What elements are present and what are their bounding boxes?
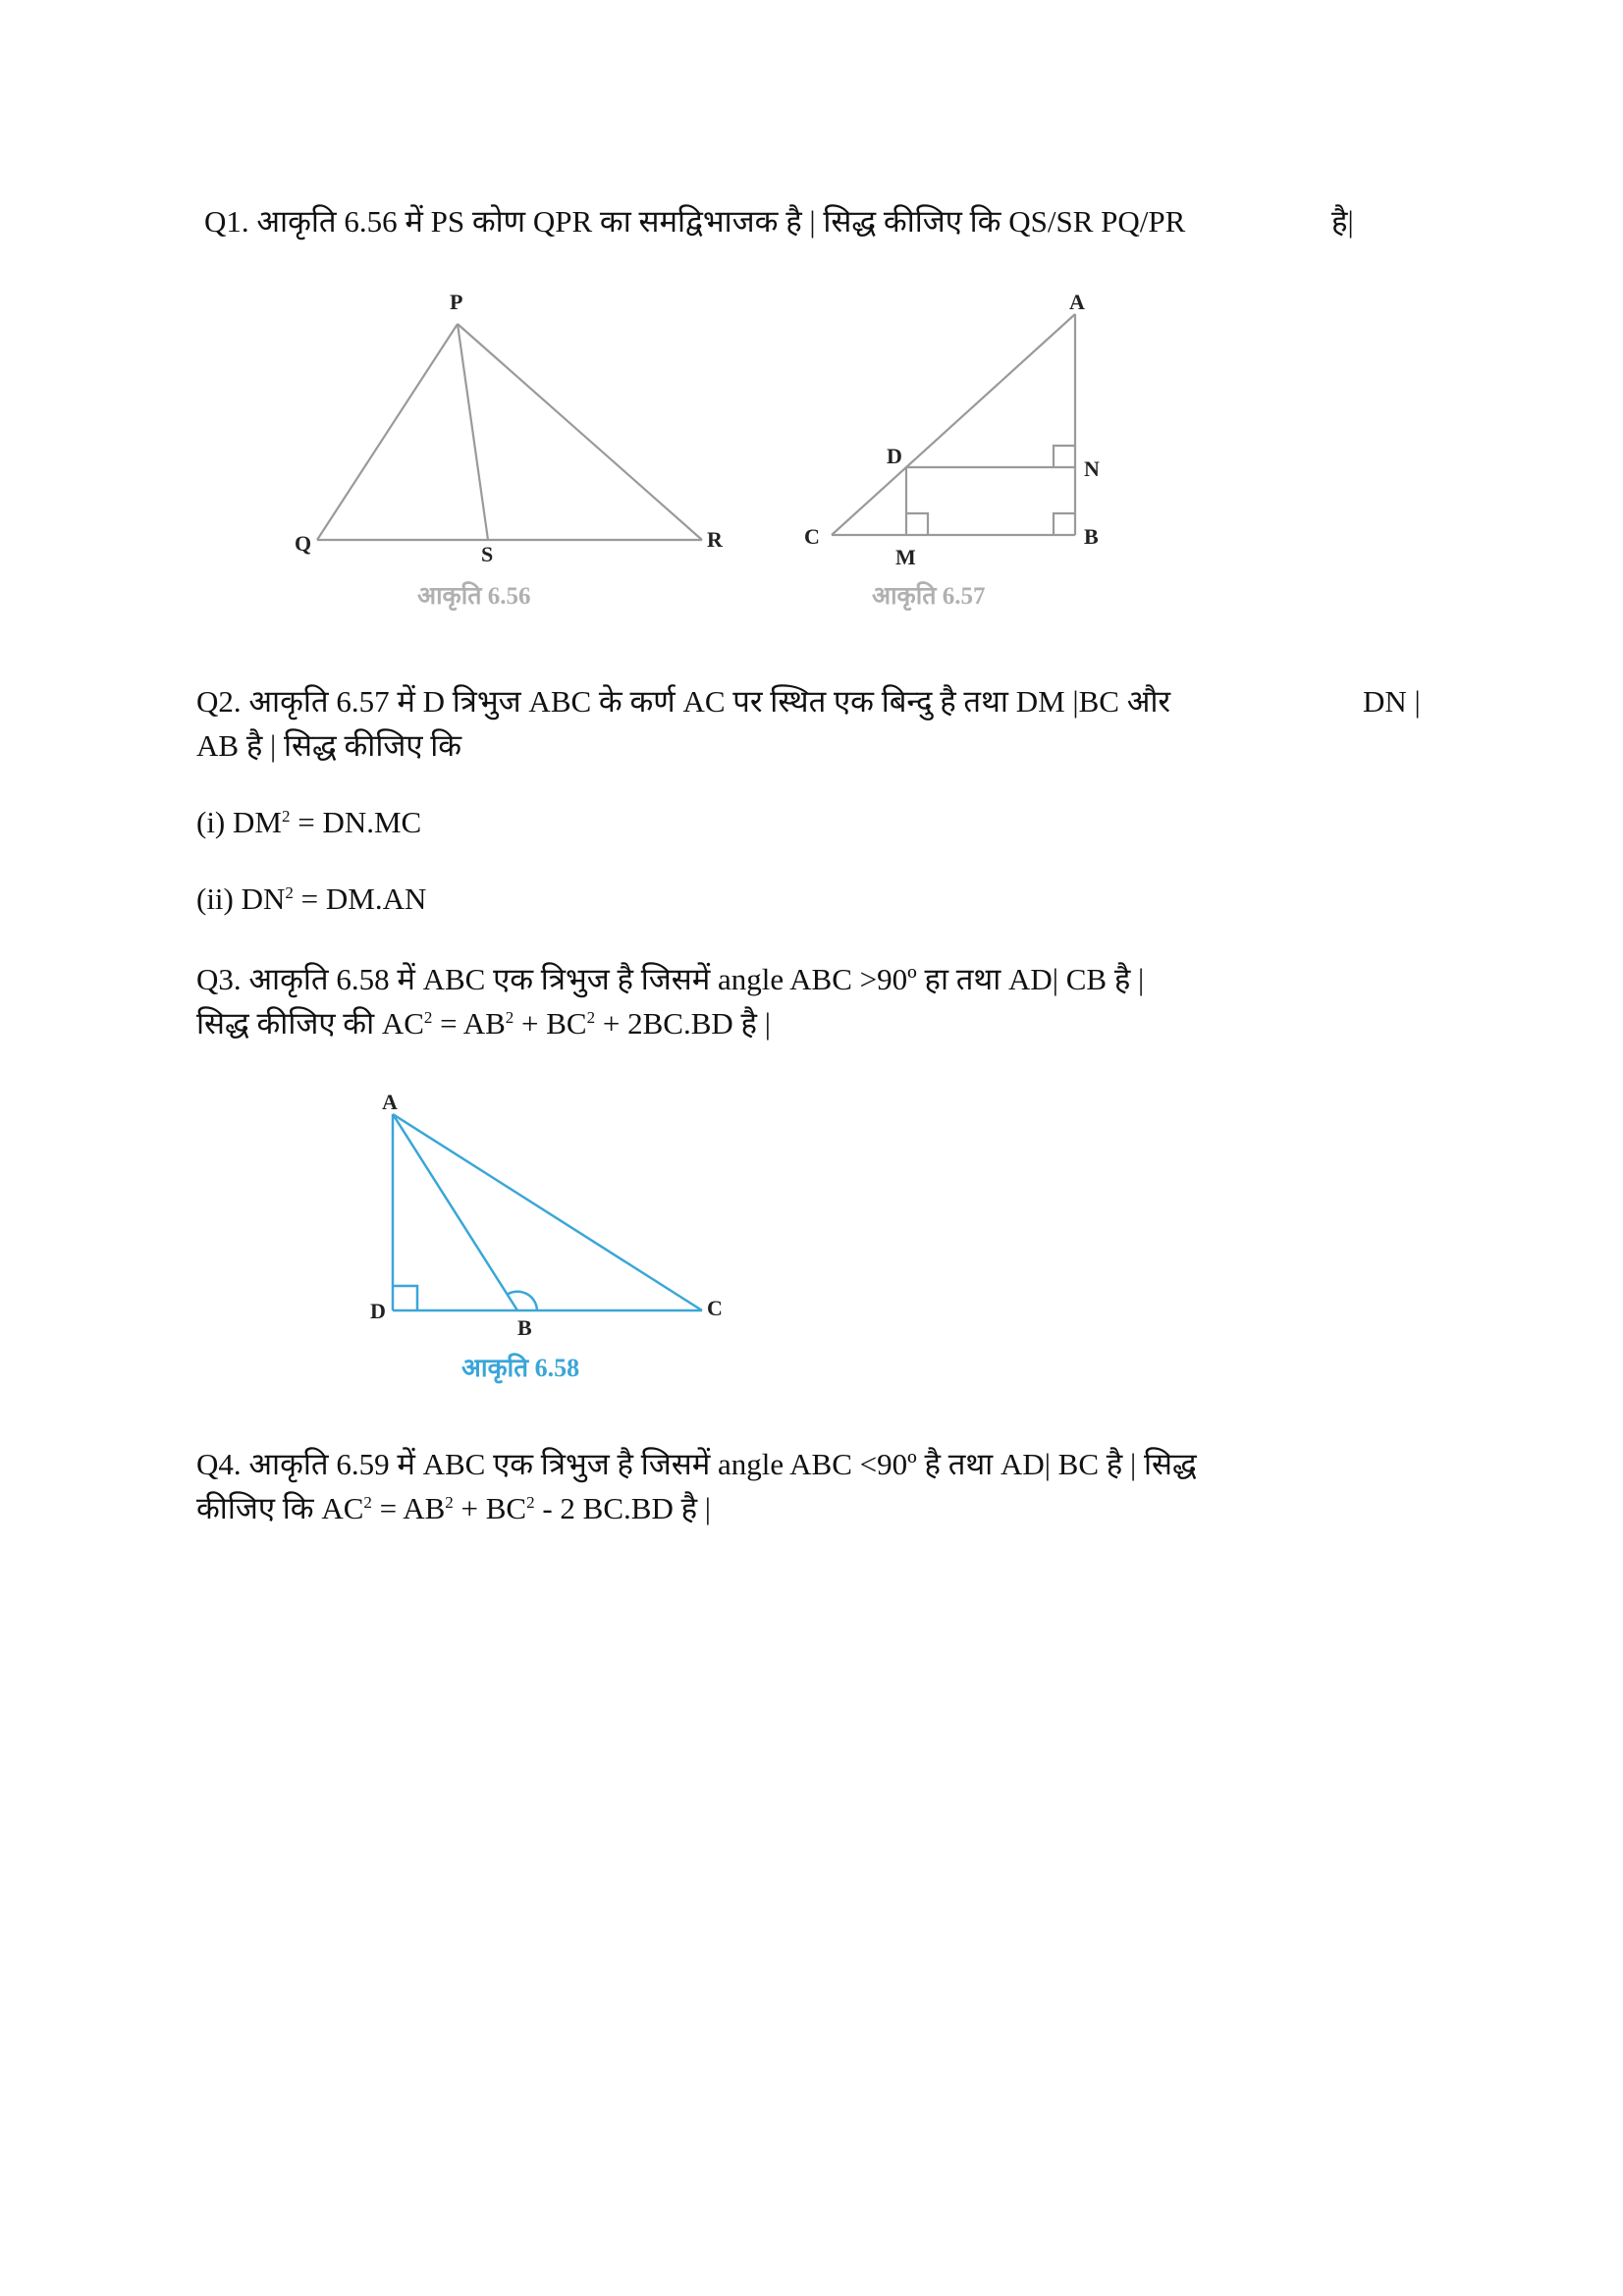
label-d: D xyxy=(887,444,902,468)
right-angle-b xyxy=(1054,513,1075,535)
side-ac xyxy=(393,1114,702,1310)
question-1-text: Q1. आकृति 6.56 में PS कोण QPR का समद्विभाजक है | सिद्ध कीजिए कि QS/SR PQ/PR xyxy=(204,204,1186,239)
right-angle-n xyxy=(1054,446,1075,467)
question-4-line-1: Q4. आकृति 6.59 में ABC एक त्रिभुज है जिसमें angle ABC <90º है तथा AD| BC है | सिद्ध xyxy=(196,1447,1197,1481)
label-r: R xyxy=(707,527,723,552)
label-q: Q xyxy=(295,531,312,556)
label-s: S xyxy=(481,542,494,566)
right-angle-m xyxy=(906,513,928,535)
label-a: A xyxy=(1069,290,1085,314)
figure-6-56-6-57 xyxy=(0,275,1623,726)
label-b: B xyxy=(517,1315,532,1340)
question-2-line-2: AB है | सिद्ध कीजिए कि xyxy=(196,728,462,763)
question-2-part-1: (i) $DM^2 = DN.MC$ xyxy=(196,805,422,839)
figure-6-56 xyxy=(317,324,702,540)
caption-6-58: आकृति 6.58 xyxy=(461,1354,580,1382)
question-1-tail: है| xyxy=(1331,204,1354,239)
label-p: P xyxy=(450,290,463,314)
question-1 xyxy=(204,202,1185,241)
question-3-line-1: Q3. आकृति 6.58 में ABC एक त्रिभुज है जिसमें angle ABC >90º हा तथा AD| CB है | xyxy=(196,962,1145,996)
label-n: N xyxy=(1084,456,1100,481)
right-angle-d xyxy=(393,1286,417,1310)
label-a: A xyxy=(382,1090,398,1114)
caption-6-56: आकृति 6.56 xyxy=(417,583,531,610)
side-ca xyxy=(832,314,1075,535)
label-c: C xyxy=(804,524,820,549)
side-pq xyxy=(317,324,458,540)
label-c: C xyxy=(707,1296,723,1320)
caption-6-57: आकृति 6.57 xyxy=(872,583,986,610)
question-2-line-1: Q2. आकृति 6.57 में D त्रिभुज ABC के कर्ण AC पर स्थित एक बिन्दु है तथा DM |BC और xyxy=(196,684,1171,719)
question-2-part-2: (ii) $DN^2 = DM.AN$ xyxy=(196,881,427,916)
side-pr xyxy=(458,324,702,540)
label-m: M xyxy=(895,545,916,569)
label-d: D xyxy=(370,1299,386,1323)
bisector-ps xyxy=(458,324,488,540)
question-2-line-1-tail: DN | xyxy=(1363,684,1421,719)
question-4-line-2: कीजिए कि $AC^2 = AB^2 + BC^2 - 2$ BC.BD है | xyxy=(196,1491,712,1525)
figure-6-58 xyxy=(353,1080,943,1394)
side-ab xyxy=(393,1114,517,1310)
question-3-line-2: सिद्ध कीजिए की $AC^2 = AB^2 + BC^2 + 2BC.BD$ है | xyxy=(196,1006,771,1041)
figure-6-57 xyxy=(832,314,1075,535)
label-b: B xyxy=(1084,524,1099,549)
